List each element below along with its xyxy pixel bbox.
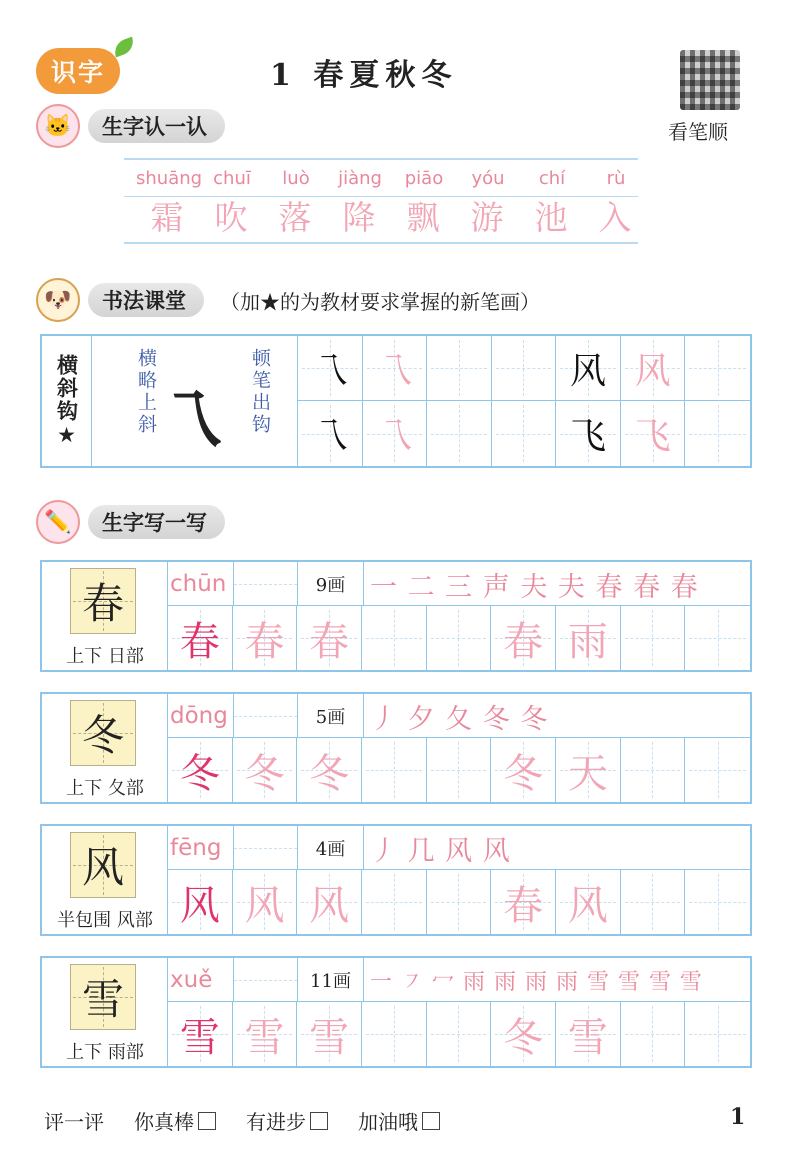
checkbox-icon[interactable]	[422, 1112, 440, 1130]
pinyin: chūn	[168, 562, 234, 606]
pinyin-row	[136, 168, 648, 239]
grid-cell[interactable]	[427, 738, 492, 802]
grid-cell[interactable]	[427, 401, 492, 466]
info-row	[168, 694, 750, 738]
grid-cell[interactable]	[685, 606, 750, 670]
grid-cell[interactable]: 冬	[168, 738, 233, 802]
grid-cell[interactable]	[621, 1002, 686, 1066]
grid-cell[interactable]: 冬	[297, 738, 362, 802]
char-item: rù 入	[598, 168, 634, 237]
pinyin: xuě	[168, 958, 234, 1002]
section-title: 生字写一写	[88, 505, 225, 539]
stroke-name: 横斜钩★	[42, 336, 92, 466]
grid-cell[interactable]	[621, 606, 686, 670]
stroke-count: 11画	[298, 958, 364, 1002]
structure-radical: 半包围 风部	[57, 910, 153, 931]
grid-cell[interactable]: 风	[556, 336, 621, 401]
pinyin: fēng	[168, 826, 234, 870]
option-keep-going[interactable]: 加油哦	[358, 1106, 440, 1135]
evaluation-label: 评一评	[44, 1110, 104, 1134]
grid-cell[interactable]	[685, 1002, 750, 1066]
char-box	[42, 958, 168, 1066]
grid-cell[interactable]: 雪	[168, 1002, 233, 1066]
write-row	[168, 870, 750, 934]
info-row	[168, 958, 750, 1002]
write-row	[168, 606, 750, 670]
model-char: 风	[70, 832, 136, 898]
grid-cell[interactable]: 冬	[233, 738, 298, 802]
grid-cell[interactable]	[362, 738, 427, 802]
structure-radical: 上下 夂部	[66, 778, 144, 799]
structure-radical: 上下 雨部	[66, 1042, 144, 1063]
grid-cell[interactable]	[492, 336, 557, 401]
structure-radical: 上下 日部	[66, 646, 144, 667]
char-box	[42, 826, 168, 934]
grid-cell[interactable]	[685, 401, 750, 466]
grid-cell[interactable]: 雪	[556, 1002, 621, 1066]
model-char: 春	[70, 568, 136, 634]
grid-cell[interactable]: 风	[297, 870, 362, 934]
tip-right: 顿笔出钩	[249, 348, 271, 436]
char-item: jiàng 降	[338, 168, 382, 237]
char-box	[42, 562, 168, 670]
section-note: （加★的为教材要求掌握的新笔画）	[220, 289, 540, 314]
grid-cell[interactable]: 春	[168, 606, 233, 670]
section-header-write	[36, 504, 225, 540]
char-item: luò 落	[278, 168, 314, 237]
grid-cell[interactable]	[362, 1002, 427, 1066]
pinyin-write-cell[interactable]	[234, 958, 298, 1002]
grid-cell[interactable]: 乁	[298, 336, 363, 401]
grid-cell[interactable]	[427, 606, 492, 670]
pinyin-write-cell[interactable]	[234, 694, 298, 738]
char-item: piāo 飘	[404, 168, 444, 237]
page-number: 1	[730, 1104, 746, 1130]
stroke-order: 丿 夕 夂 冬 冬	[370, 703, 549, 735]
grid-cell[interactable]: 乁	[363, 336, 428, 401]
grid-cell[interactable]: 飞	[621, 401, 686, 466]
grid-cell[interactable]	[362, 870, 427, 934]
option-great[interactable]: 你真棒	[134, 1106, 216, 1135]
grid-cell[interactable]: 雪	[233, 1002, 298, 1066]
dog-mascot-icon: 🐶	[36, 278, 80, 322]
practice-block	[40, 692, 752, 804]
cat-mascot-icon: 🐱	[36, 104, 80, 148]
qr-code-icon[interactable]	[680, 50, 740, 110]
stroke-order: 一 ㇇ 冖 雨 雨 雨 雨 雪 雪 雪 雪	[370, 969, 703, 995]
pinyin-write-cell[interactable]	[234, 826, 298, 870]
grid-cell[interactable]	[621, 870, 686, 934]
stroke-glyph: 乁	[158, 384, 222, 459]
page-title: 1 春夏秋冬	[270, 58, 458, 93]
checkbox-icon[interactable]	[310, 1112, 328, 1130]
char-item: chuī 吹	[213, 168, 251, 237]
grid-cell[interactable]: 春	[491, 606, 556, 670]
section-title: 生字认一认	[88, 109, 225, 143]
section-header-recognize	[36, 108, 225, 144]
grid-cell[interactable]: 冬	[491, 1002, 556, 1066]
stroke-demo	[92, 336, 298, 466]
stroke-practice-grid	[298, 336, 750, 466]
stroke-count: 4画	[298, 826, 364, 870]
qr-code-label: 看笔顺	[668, 120, 728, 144]
lesson-type-badge: 识字	[36, 48, 120, 94]
stroke-count: 5画	[298, 694, 364, 738]
grid-cell[interactable]: 风	[168, 870, 233, 934]
section-title: 书法课堂	[88, 283, 204, 317]
grid-cell[interactable]	[685, 870, 750, 934]
char-box	[42, 694, 168, 802]
info-row	[168, 826, 750, 870]
grid-cell[interactable]: 风	[621, 336, 686, 401]
grid-cell[interactable]: 春	[233, 606, 298, 670]
pinyin: dōng	[168, 694, 234, 738]
grid-cell[interactable]	[362, 606, 427, 670]
grid-cell[interactable]: 雨	[556, 606, 621, 670]
write-row	[168, 738, 750, 802]
grid-cell[interactable]: 乁	[298, 401, 363, 466]
grid-cell[interactable]	[427, 870, 492, 934]
grid-cell[interactable]: 春	[491, 870, 556, 934]
grid-cell[interactable]	[492, 401, 557, 466]
pencil-cat-mascot-icon: ✏️	[36, 500, 80, 544]
grid-cell[interactable]: 风	[233, 870, 298, 934]
calligraphy-table	[40, 334, 752, 468]
tip-left: 横略上斜	[135, 348, 157, 436]
stroke-order: 一 二 三 声 夫 夫 春 春 春	[370, 571, 699, 603]
grid-cell[interactable]: 乁	[363, 401, 428, 466]
write-row	[168, 1002, 750, 1066]
grid-cell[interactable]	[427, 1002, 492, 1066]
pinyin-write-cell[interactable]	[234, 562, 298, 606]
char-item: chí 池	[534, 168, 570, 237]
info-row	[168, 562, 750, 606]
grid-cell[interactable]	[685, 336, 750, 401]
grid-cell[interactable]: 飞	[556, 401, 621, 466]
char-item: yóu 游	[470, 168, 506, 237]
model-char: 雪	[70, 964, 136, 1030]
grid-cell[interactable]: 冬	[491, 738, 556, 802]
practice-block	[40, 560, 752, 672]
grid-cell[interactable]: 风	[556, 870, 621, 934]
stroke-count: 9画	[298, 562, 364, 606]
section-header-calligraphy	[36, 282, 540, 318]
grid-cell[interactable]	[621, 738, 686, 802]
practice-block	[40, 956, 752, 1068]
grid-cell[interactable]: 春	[297, 606, 362, 670]
grid-cell[interactable]	[685, 738, 750, 802]
leaf-icon	[111, 37, 136, 58]
practice-block	[40, 824, 752, 936]
model-char: 冬	[70, 700, 136, 766]
grid-cell[interactable]	[427, 336, 492, 401]
checkbox-icon[interactable]	[198, 1112, 216, 1130]
stroke-order: 丿 几 风 风	[370, 835, 511, 867]
option-progress[interactable]: 有进步	[246, 1106, 328, 1135]
self-evaluation	[44, 1106, 440, 1135]
grid-cell[interactable]: 雪	[297, 1002, 362, 1066]
char-item: shuāng 霜	[136, 168, 203, 237]
grid-cell[interactable]: 天	[556, 738, 621, 802]
